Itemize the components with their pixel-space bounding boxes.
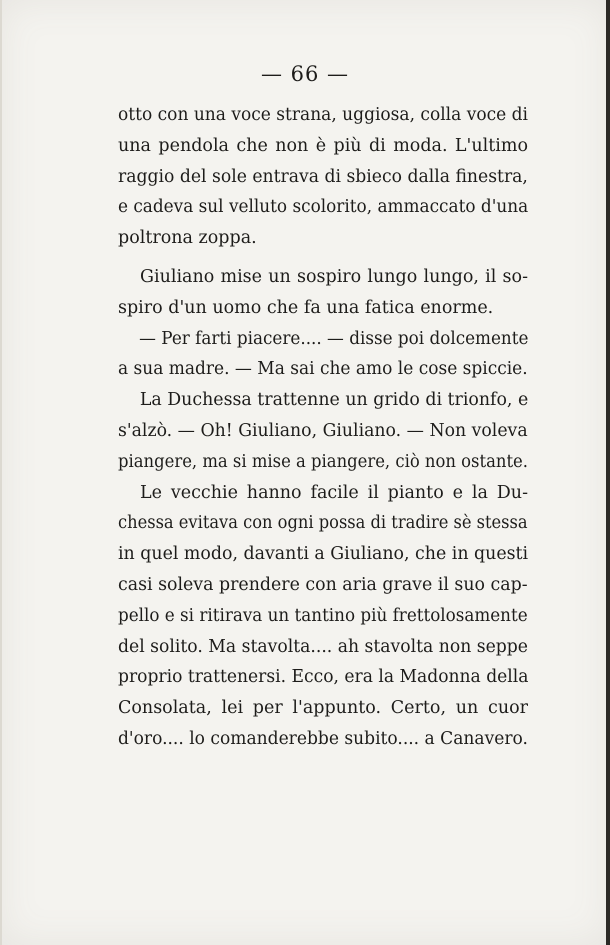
text-line: d'oro.... lo comanderebbe subito.... a Canavero. <box>118 728 528 749</box>
text-line: Consolata, lei per l'appunto. Certo, un cuor <box>118 698 528 719</box>
page-right-edge-shadow <box>606 0 610 945</box>
text-line: s'alzò. — Oh! Giuliano, Giuliano. — Non voleva <box>118 420 528 441</box>
text-line: e cadeva sul velluto scolorito, ammaccato d'una <box>118 197 529 218</box>
text-line: La Duchessa trattenne un grido di trionfo, e <box>139 390 529 411</box>
text-line: — Per farti piacere.... — disse poi dolcemente <box>139 328 529 349</box>
body-text <box>118 100 528 755</box>
text-line: piangere, ma si mise a piangere, ciò non ostante. <box>118 451 528 472</box>
text-line: Le vecchie hanno facile il pianto e la Du- <box>140 482 528 503</box>
text-line: casi soleva prendere con aria grave il suo cap- <box>118 574 528 595</box>
text-line: poltrona zoppa. <box>118 228 257 249</box>
text-line: otto con una voce strana, uggiosa, colla voce di <box>118 105 529 125</box>
text-line: del solito. Ma stavolta.... ah stavolta non seppe <box>118 636 528 657</box>
text-line: Giuliano mise un sospiro lungo lungo, il so- <box>140 266 528 287</box>
text-line: pello e si ritirava un tantino più frettolosamente <box>118 605 528 626</box>
text-line: a sua madre. — Ma sai che amo le cose spiccie. <box>118 359 528 380</box>
text-line: raggio del sole entrava di sbieco dalla finestra, <box>118 166 528 187</box>
page-number: — 66 — <box>260 62 350 86</box>
text-line: in quel modo, davanti a Giuliano, che in questi <box>118 544 529 565</box>
page-left-edge <box>0 0 2 945</box>
text-line: una pendola che non è più di moda. L'ultimo <box>118 135 528 156</box>
text-line: chessa evitava con ogni possa di tradire sè stessa <box>118 513 528 534</box>
text-line: proprio trattenersi. Ecco, era la Madonna della <box>118 667 529 688</box>
text-line: spiro d'un uomo che fa una fatica enorme. <box>118 297 494 318</box>
